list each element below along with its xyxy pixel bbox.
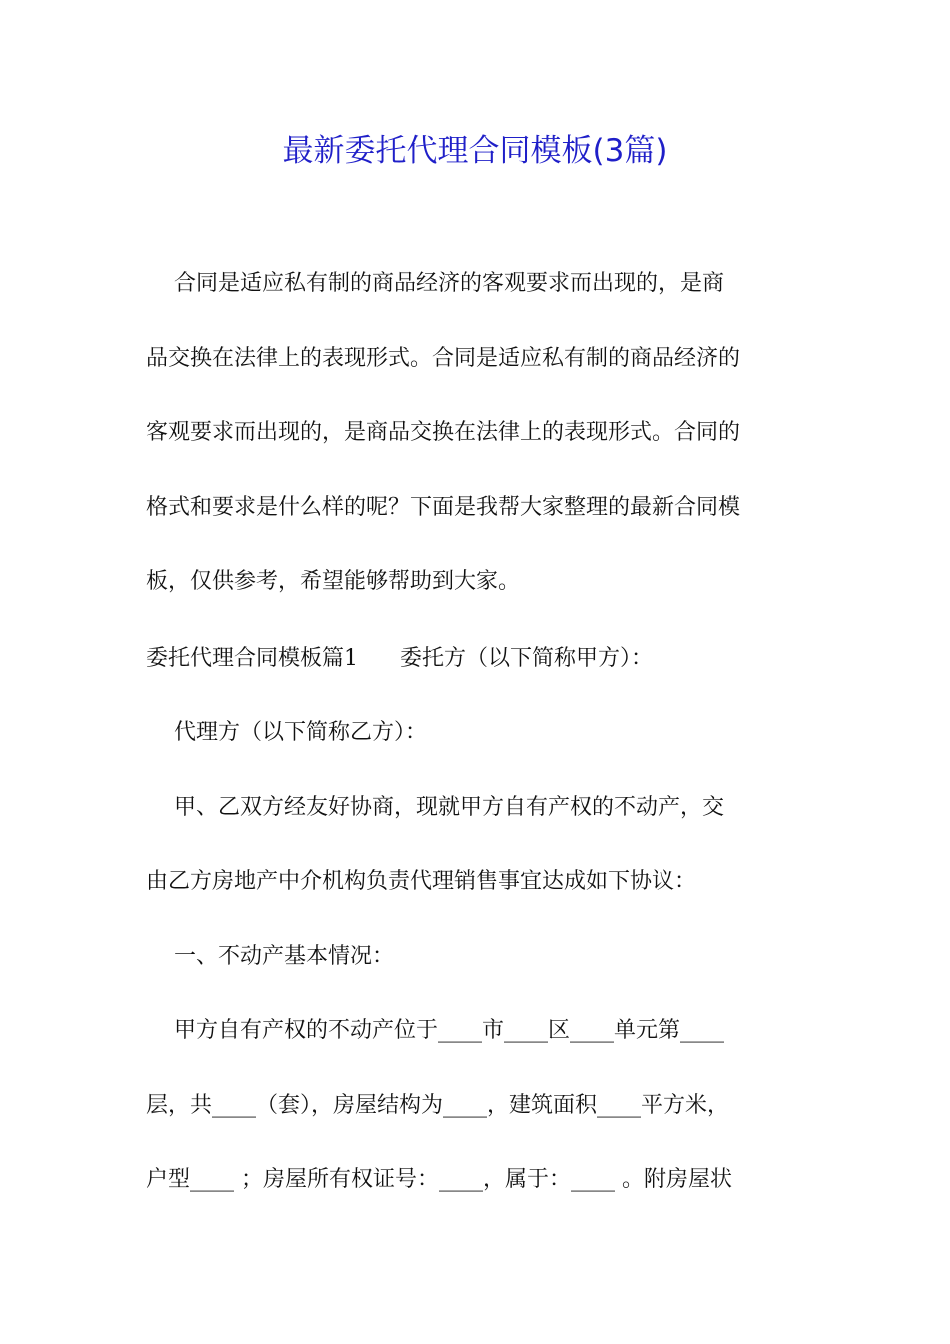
paragraph-line: 层，共____（套），房屋结构为____，建筑面积____平方米，: [146, 1093, 730, 1118]
paragraph-line: 合同是适应私有制的商品经济的客观要求而出现的，是商: [146, 271, 724, 296]
paragraph-line: 甲、乙双方经友好协商，现就甲方自有产权的不动产，交: [146, 795, 724, 820]
paragraph-line: 客观要求而出现的，是商品交换在法律上的表现形式。合同的: [146, 420, 741, 445]
paragraph-line: 品交换在法律上的表现形式。合同是适应私有制的商品经济的: [146, 346, 741, 371]
document-title: 最新委托代理合同模板(3篇): [282, 133, 668, 169]
paragraph-line: 甲方自有产权的不动产位于____市____区____单元第____: [146, 1018, 724, 1043]
paragraph-line: 板，仅供参考，希望能够帮助到大家。: [146, 569, 521, 594]
paragraph-line: 代理方（以下简称乙方）：: [146, 720, 427, 745]
paragraph-line: 一、不动产基本情况：: [146, 944, 394, 969]
paragraph-line: 格式和要求是什么样的呢？下面是我帮大家整理的最新合同模: [146, 495, 741, 520]
section-heading-line: 委托代理合同模板篇1 委托方（以下简称甲方）：: [146, 646, 653, 671]
paragraph-line: 户型____ ；房屋所有权证号：____，属于：____ 。附房屋状: [146, 1167, 732, 1192]
paragraph-line: 由乙方房地产中介机构负责代理销售事宜达成如下协议：: [146, 869, 697, 894]
